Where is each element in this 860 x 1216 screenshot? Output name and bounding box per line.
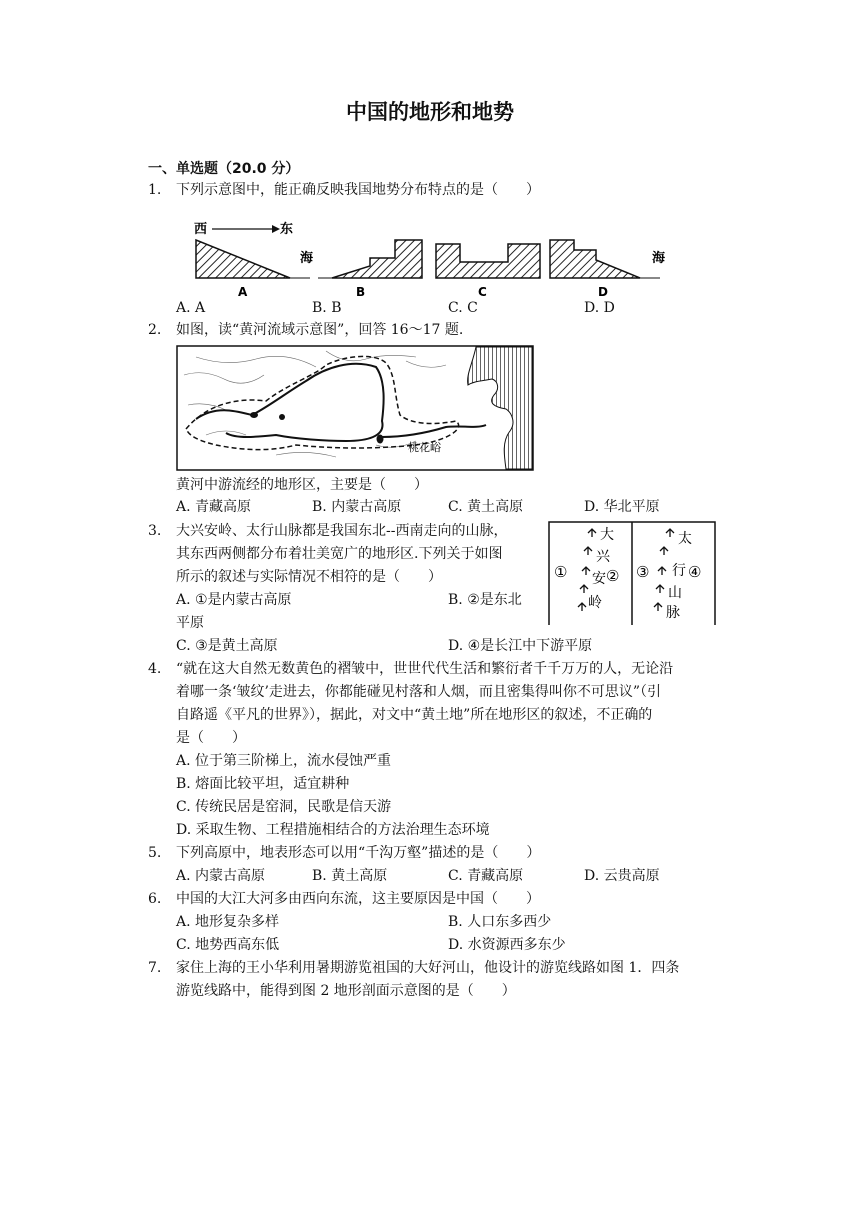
q4-text-line2: 着哪一条‘皱纹’走进去，你都能碰见村落和人烟，而且密集得叫你不可思议”（引 xyxy=(176,684,662,700)
q6-number: 6. xyxy=(148,891,162,907)
q2-yellow-river-map xyxy=(176,345,534,471)
q7-number: 7. xyxy=(148,960,162,976)
q1-fig-label-a: A xyxy=(238,285,248,299)
q3-option-b[interactable]: B. ②是东北 xyxy=(448,592,522,608)
q3-option-b-continued: 平原 xyxy=(176,615,204,631)
q1-fig-sea-label-2: 海 xyxy=(652,251,666,266)
q3-text-line3: 所示的叙述与实际情况不相符的是（ ） xyxy=(176,569,442,585)
q3-mark-1: ① xyxy=(554,563,568,581)
q3-right-char-3: 山 xyxy=(668,585,682,601)
q1-fig-a-shape xyxy=(196,240,290,278)
q6-text: 中国的大江大河多由西向东流，这主要原因是中国（ ） xyxy=(176,891,540,907)
q2-taohuayu-label: 桃花峪 xyxy=(408,441,441,454)
q3-mark-2: ② xyxy=(606,567,620,585)
q5-option-a[interactable]: A. 内蒙古高原 xyxy=(176,868,266,884)
q1-figure xyxy=(190,218,680,300)
q1-fig-c-shape xyxy=(436,244,540,278)
q5-number: 5. xyxy=(148,845,162,861)
q4-text-line3: 自路遥《平凡的世界》），据此，对文中“黄土地”所在地形区的叙述，不正确的 xyxy=(176,707,653,723)
section-heading: 一、单选题（20.0 分） xyxy=(148,161,300,177)
q2-option-a[interactable]: A. 青藏高原 xyxy=(176,499,252,515)
q1-fig-label-c: C xyxy=(478,285,487,299)
q5-option-d[interactable]: D. 云贵高原 xyxy=(584,868,660,884)
q6-option-a[interactable]: A. 地形复杂多样 xyxy=(176,914,280,930)
q2-option-c[interactable]: C. 黄土高原 xyxy=(448,499,524,515)
q3-left-char-4: 岭 xyxy=(588,595,602,611)
q2-subquestion: 黄河中游流经的地形区，主要是（ ） xyxy=(176,477,428,493)
q4-number: 4. xyxy=(148,661,162,677)
q4-option-d[interactable]: D. 采取生物、工程措施相结合的方法治理生态环境 xyxy=(176,822,490,838)
q4-option-c[interactable]: C. 传统民居是窑洞，民歌是信天游 xyxy=(176,799,392,815)
q1-fig-west-label: 西 xyxy=(194,222,208,237)
q3-mark-4: ④ xyxy=(688,563,702,581)
q6-option-d[interactable]: D. 水资源西多东少 xyxy=(448,937,566,953)
q3-right-char-2: 行 xyxy=(672,563,686,579)
q3-mountains-figure xyxy=(548,521,716,625)
q1-fig-b-shape xyxy=(332,240,422,278)
q2-number: 2. xyxy=(148,322,162,338)
q3-right-char-1: 太 xyxy=(678,531,692,547)
q4-option-b[interactable]: B. 熔面比较平坦，适宜耕种 xyxy=(176,776,350,792)
q3-left-char-2: 兴 xyxy=(596,549,610,565)
q5-option-c[interactable]: C. 青藏高原 xyxy=(448,868,524,884)
q2-text: 如图，读“黄河流域示意图”，回答 16～17 题. xyxy=(176,322,464,338)
q7-text-line2: 游览线路中，能得到图 2 地形剖面示意图的是（ ） xyxy=(176,983,516,999)
q3-option-a[interactable]: A. ①是内蒙古高原 xyxy=(176,592,292,608)
q5-option-b[interactable]: B. 黄土高原 xyxy=(312,868,388,884)
q3-mark-3: ③ xyxy=(636,563,650,581)
q3-left-char-1: 大 xyxy=(600,527,614,543)
q3-left-char-3: 安 xyxy=(592,571,606,587)
page-title: 中国的地形和地势 xyxy=(346,100,514,124)
q3-option-d[interactable]: D. ④是长江中下游平原 xyxy=(448,638,593,654)
q7-text-line1: 家住上海的王小华利用暑期游览祖国的大好河山，他设计的游览线路如图 1．四条 xyxy=(176,960,680,976)
q4-text-line4: 是（ ） xyxy=(176,730,246,746)
q1-text: 下列示意图中，能正确反映我国地势分布特点的是（ ） xyxy=(176,182,540,198)
q1-option-d[interactable]: D. D xyxy=(584,300,615,316)
q6-option-c[interactable]: C. 地势西高东低 xyxy=(176,937,280,953)
q1-number: 1. xyxy=(148,182,162,198)
q2-option-b[interactable]: B. 内蒙古高原 xyxy=(312,499,402,515)
q1-fig-east-label: 东 xyxy=(280,222,294,237)
q4-option-a[interactable]: A. 位于第三阶梯上，流水侵蚀严重 xyxy=(176,753,392,769)
q1-option-c[interactable]: C. C xyxy=(448,300,478,316)
q1-fig-label-d: D xyxy=(598,285,608,299)
q1-fig-sea-label-1: 海 xyxy=(300,251,314,266)
q3-option-c[interactable]: C. ③是黄土高原 xyxy=(176,638,278,654)
q2-option-d[interactable]: D. 华北平原 xyxy=(584,499,660,515)
q3-text-line1: 大兴安岭、太行山脉都是我国东北--西南走向的山脉， xyxy=(176,523,508,539)
q4-text-line1: “就在这大自然无数黄色的褶皱中，世世代代生活和繁衍者千千万万的人，无论沿 xyxy=(176,661,674,677)
q1-option-a[interactable]: A. A xyxy=(176,300,206,316)
q1-fig-d-shape xyxy=(550,240,640,278)
q3-text-line2: 其东西两侧都分布着壮美宽广的地形区.下列关于如图 xyxy=(176,546,503,562)
q3-number: 3. xyxy=(148,523,162,539)
q5-text: 下列高原中，地表形态可以用“千沟万壑”描述的是（ ） xyxy=(176,845,541,861)
q1-option-b[interactable]: B. B xyxy=(312,300,342,316)
q6-option-b[interactable]: B. 人口东多西少 xyxy=(448,914,552,930)
q1-fig-label-b: B xyxy=(356,285,366,299)
q3-right-char-4: 脉 xyxy=(666,605,680,621)
